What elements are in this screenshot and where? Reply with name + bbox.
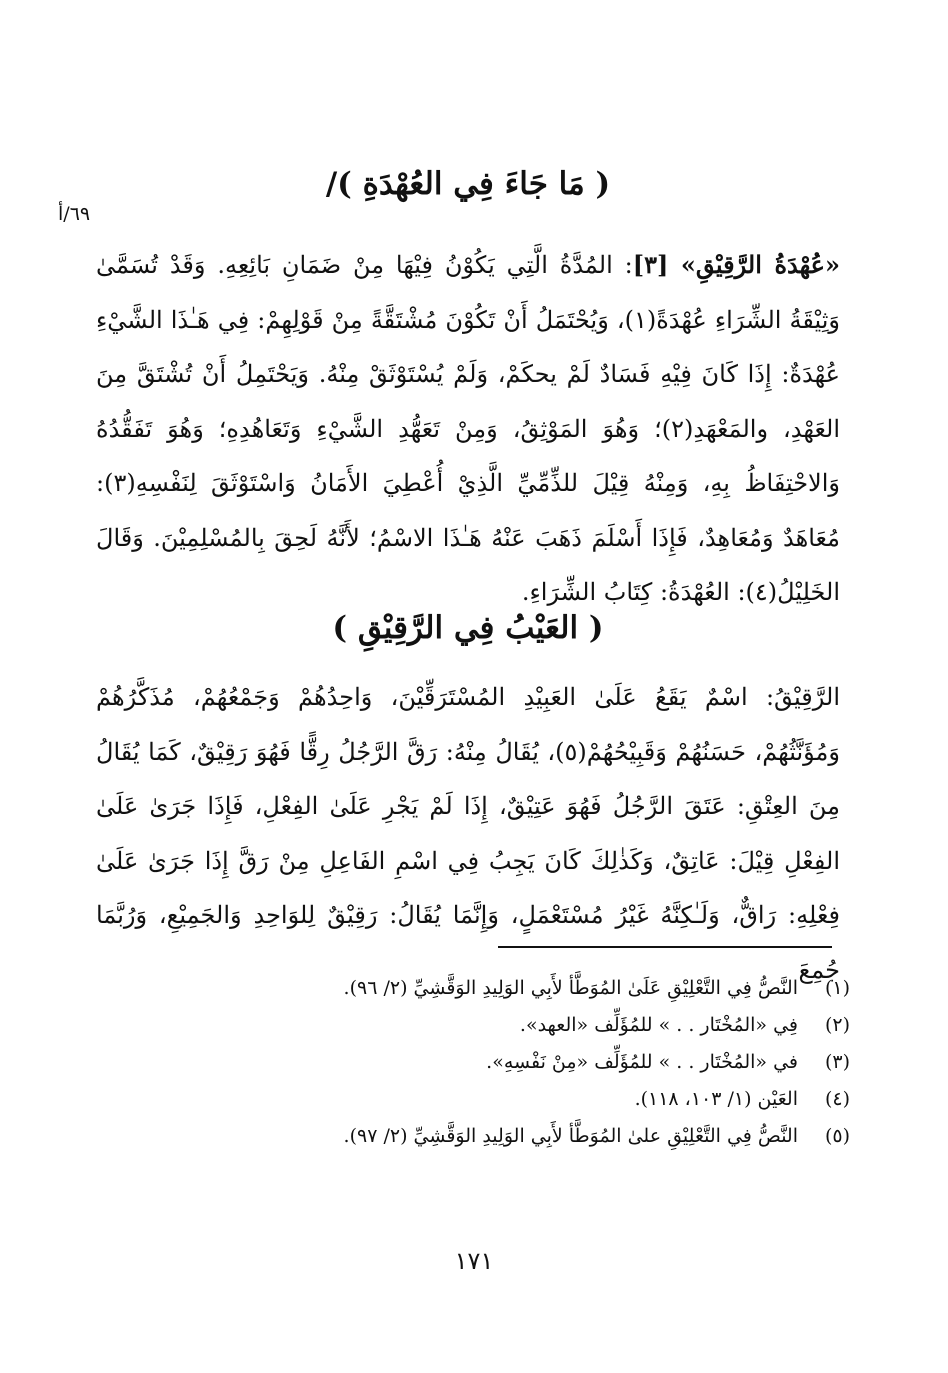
footnote-text: فِي «المُخْتَار . . » للمُؤَلِّف «العهد». <box>519 1014 798 1036</box>
footnote-item <box>150 1118 850 1155</box>
footnote-item <box>150 1044 850 1081</box>
footnote-number: (٣) <box>824 1051 850 1073</box>
footnote-divider <box>498 946 832 948</box>
footnote-text: النَّصُّ فِي التَّعْلِيْقِ عَلَىٰ المُوَطَّأ لأَبِي الوَلِيدِ الوَقَّشِيِّ (٢/ ٩٦). <box>343 977 798 999</box>
footnote-item <box>150 1007 850 1044</box>
footnote-number: (٤) <box>824 1088 850 1110</box>
section-title-uhda: ( مَا جَاءَ فِي العُهْدَةِ )/ <box>325 166 611 202</box>
footnote-number: (١) <box>824 977 850 999</box>
paragraph-raqiq: الرَّقِيْقُ: اسْمٌ يَقَعُ عَلَىٰ العَبِيْدِ المُسْتَرَقِّيْنَ، وَاحِدُهُمْ وَجَمْعُهُمْ، مُذَكَّرُهُمْ وَمُؤَنَّثُهُمْ، حَسَنُهُمْ وَقَبِيْحُهُمْ(٥)، يُقَالُ مِنْهُ: رَقَّ الرَّجُلُ رِقًّا فَهُوَ رَقِيْقٌ، كَمَا يُقَالُ مِنَ العِتْقِ: عَتَقَ الرَّجُلُ فَهُوَ عَتِيْقٌ، إِذَا لَمْ يَجْرِ عَلَىٰ الفِعْلِ، فَإِذَا جَرَىٰ عَلَىٰ الفِعْلِ قِيْلَ: عَاتِقٌ، وَكَذٰلِكَ كَانَ يَجِبُ فِي اسْمِ الفَاعِلِ مِنْ رَقَّ إِذَا جَرَىٰ عَلَىٰ فِعْلِهِ: رَاقٌّ، وَلَـٰكِنَّهُ غَيْرُ مُسْتَعْمَلٍ، وَإِنَّمَا يُقَالُ: رَقِيْقٌ لِلوَاحِدِ وَالجَمِيْعِ، وَرُبَّمَا جُمِعَ <box>96 683 840 984</box>
footnote-item <box>150 1081 850 1118</box>
entry-term: «عُهْدَةُ الرَّقِيْقِ» [٣] <box>632 250 840 279</box>
footnote-item <box>150 970 850 1007</box>
paragraph-uhda-text: : المُدَّةُ الَّتِي يَكُوْنُ فِيْهَا مِنْ ضَمَانِ بَائِعِهِ. وَقَدْ تُسَمَّىٰ وَثِيْقَةُ الشِّرَاءِ عُهْدَةً(١)، وَيُحْتَمَلُ أَنْ تَكُوْنَ مُشْتَقَّةً مِنْ قَوْلِهِمْ: فِي هَـٰذَا الشَّيْءِ عُهْدَةٌ: إِذَا كَانَ فِيْهِ فَسَادٌ لَمْ يحكَمْ، وَلَمْ يُسْتَوْثَقْ مِنْهُ. وَيَحْتَمِلُ أَنْ تُشْتَقَّ مِنَ العَهْدِ، والمَعْهَدِ(٢)؛ وَهُوَ المَوْثِقُ، وَمِنْ تَعَهُّدِ الشَّيْءِ وَتَعَاهُدِهِ؛ وَهُوَ تَفَقُّدُهُ وَالاحْتِفَاظُ بِهِ، وَمِنْهُ قِيْلَ للذِّمِّيِّ الَّذِيْ أُعْطِيَ الأَمَانُ وَاسْتَوْثَقَ لِنَفْسِهِ(٣): مُعَاهَدٌ وَمُعَاهِدٌ، فَإِذَا أَسْلَمَ ذَهَبَ عَنْهُ هَـٰذَا الاسْمُ؛ لأَنَّهُ لَحِقَ بِالمُسْلِمِيْنَ. وَقَالَ الخَلِيْلُ(٤): العُهْدَةُ: كِتَابُ الشِّرَاءِ. <box>96 251 841 606</box>
footnote-text: النَّصُّ فِي التَّعْلِيْقِ علىٰ المُوَطَّأ لأَبِي الوَلِيدِ الوَقَّشِيِّ (٢/ ٩٧). <box>343 1125 798 1147</box>
footnote-text: العَيْن (١/ ١٠٣، ١١٨). <box>634 1088 798 1110</box>
footnote-number: (٢) <box>824 1014 850 1036</box>
footnote-number: (٥) <box>824 1125 850 1147</box>
paragraph-uhda <box>96 238 840 620</box>
footnote-text: في «المُخْتَار . . » للمُؤَلِّف «مِنْ نَفْسِهِ». <box>486 1051 798 1073</box>
footnotes-list <box>150 970 850 1155</box>
manuscript-folio-note: ٦٩/أ <box>58 203 91 225</box>
page-number: ١٧١ <box>454 1247 494 1275</box>
section-title-ayb: ( العَيْبُ فِي الرَّقِيْقِ ) <box>332 610 604 646</box>
